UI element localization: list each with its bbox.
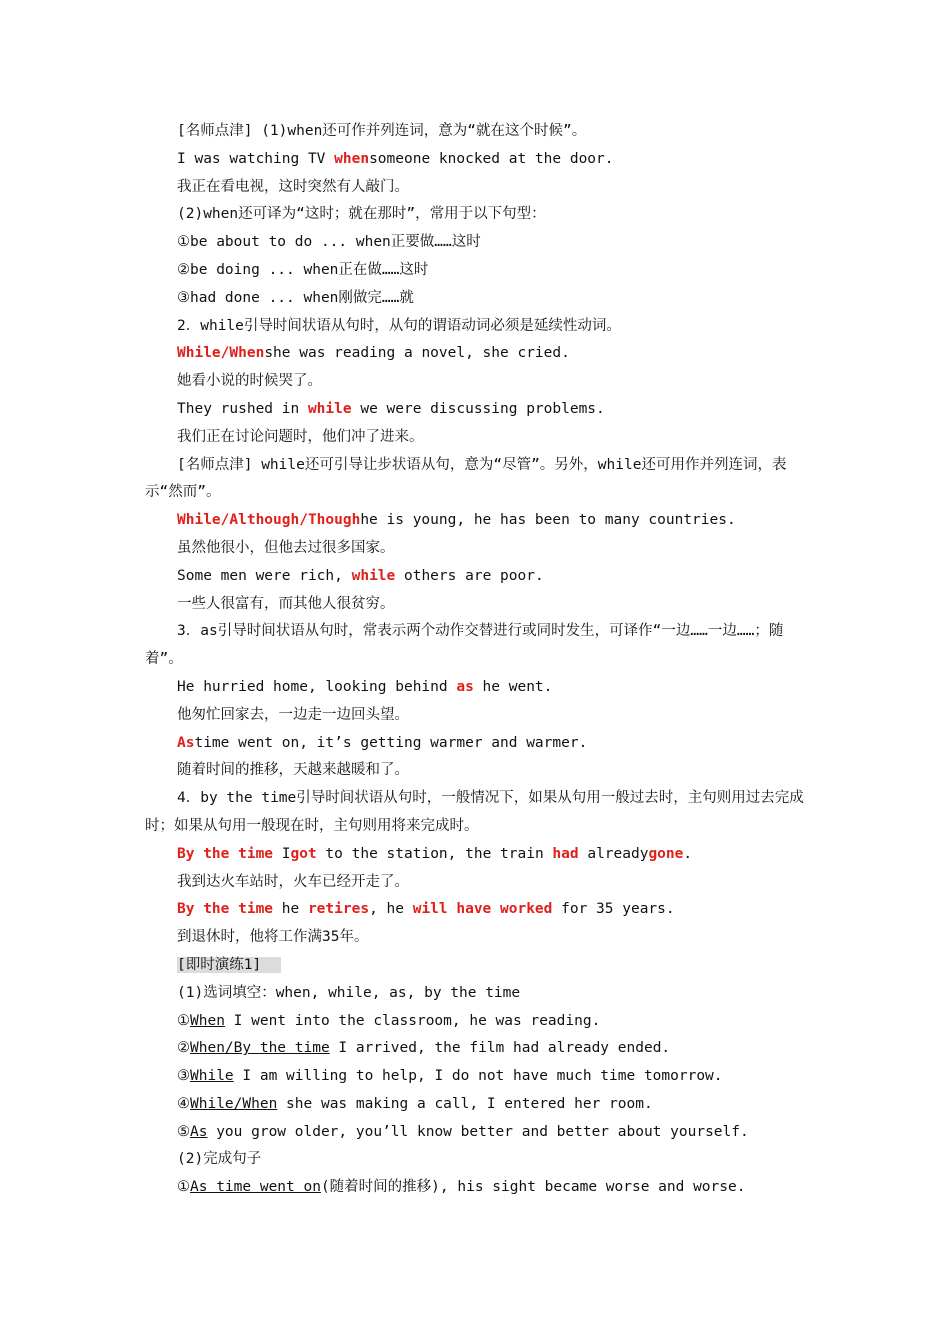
note-item: (2)when还可译为“这时；就在那时”，常用于以下句型： <box>177 206 546 223</box>
example-translation: 她看小说的时候哭了。 <box>177 373 322 390</box>
example-sentence: They rushed in while we were discussing problems. <box>177 400 605 417</box>
keyword-highlight: while <box>351 567 396 584</box>
example-sentence: He hurried home, looking behind as he went. <box>177 678 553 695</box>
keyword-highlight: By the time <box>177 901 274 918</box>
exercise-instruction: (2)完成句子 <box>177 1151 262 1168</box>
example-sentence: While/Whenshe was reading a novel, she cried. <box>177 345 570 362</box>
example-sentence: I was watching TV whensomeone knocked at the door. <box>177 150 614 167</box>
exercise-item: ③While I am willing to help, I do not have much time tomorrow. <box>177 1068 723 1085</box>
answer-blank: As time went on <box>190 1179 321 1196</box>
teacher-note-2: [名师点津] while还可引导让步状语从句，意为“尽管”。另外，while还可用作并列连词，表示“然而”。 <box>145 456 787 501</box>
example-translation: 我们正在讨论问题时，他们冲了进来。 <box>177 428 424 445</box>
section-heading-3: 3．as引导时间状语从句时，常表示两个动作交替进行或同时发生，可译作“一边……一边……；随着”。 <box>145 623 784 668</box>
keyword-highlight: as <box>456 678 474 695</box>
answer-blank: When/By the time <box>190 1040 330 1057</box>
pattern-item: ③had done ... when刚做完……就 <box>177 289 414 306</box>
exercise-item: ①When I went into the classroom, he was reading. <box>177 1012 601 1029</box>
exercise-instruction: (1)选词填空：when, while, as, by the time <box>177 984 521 1001</box>
teacher-note-1: [名师点津] (1)when还可作并列连词，意为“就在这个时候”。 <box>177 123 587 139</box>
example-sentence: While/Although/Thoughhe is young, he has been to many countries. <box>177 512 736 529</box>
example-translation: 我正在看电视，这时突然有人敲门。 <box>177 178 409 195</box>
keyword-highlight: while <box>307 400 352 417</box>
example-translation: 到退休时，他将工作满35年。 <box>177 929 369 946</box>
example-translation: 他匆忙回家去，一边走一边回头望。 <box>177 706 409 723</box>
practice-heading: [即时演练1] <box>145 952 810 980</box>
exercise-item: ①As time went on(随着时间的推移), his sight became worse and worse. <box>177 1179 746 1196</box>
keyword-highlight: By the time <box>177 845 274 862</box>
example-sentence: By the time he retires, he will have worked for 35 years. <box>177 901 675 918</box>
keyword-highlight: While/When <box>177 345 265 362</box>
keyword-highlight: retires <box>307 901 370 918</box>
example-translation: 随着时间的推移，天越来越暖和了。 <box>177 762 409 779</box>
keyword-highlight: will have worked <box>412 901 553 918</box>
answer-blank: While/When <box>190 1095 278 1112</box>
example-translation: 我到达火车站时，火车已经开走了。 <box>177 873 409 890</box>
example-sentence: By the time Igot to the station, the train had alreadygone. <box>177 845 693 862</box>
keyword-highlight: While/Although/Though <box>177 512 361 529</box>
keyword-highlight: when <box>334 150 370 167</box>
answer-blank: When <box>190 1012 225 1029</box>
section-heading-2: 2．while引导时间状语从句时，从句的谓语动词必须是延续性动词。 <box>177 317 621 334</box>
document-page <box>145 118 810 1202</box>
answer-blank: While <box>190 1068 234 1085</box>
pattern-item: ①be about to do ... when正要做……这时 <box>177 234 481 251</box>
answer-blank: As <box>190 1123 208 1140</box>
exercise-item: ④While/When she was making a call, I entered her room. <box>177 1095 653 1112</box>
keyword-highlight: had <box>552 845 579 862</box>
pattern-item: ②be doing ... when正在做……这时 <box>177 261 429 278</box>
exercise-item: ⑤As you grow older, you’ll know better and better about yourself. <box>177 1123 749 1140</box>
example-translation: 一些人很富有，而其他人很贫穷。 <box>177 595 395 612</box>
example-translation: 虽然他很小，但他去过很多国家。 <box>177 539 395 556</box>
example-sentence: Astime went on, it’s getting warmer and warmer. <box>177 734 588 751</box>
keyword-highlight: gone <box>648 845 684 862</box>
exercise-item: ②When/By the time I arrived, the film had already ended. <box>177 1040 671 1057</box>
keyword-highlight: got <box>290 845 317 862</box>
section-heading-4: 4．by the time引导时间状语从句时，一般情况下，如果从句用一般过去时，主句则用过去完成时；如果从句用一般现在时，主句则用将来完成时。 <box>145 790 804 834</box>
example-sentence: Some men were rich, while others are poor. <box>177 567 544 584</box>
keyword-highlight: As <box>177 734 195 751</box>
